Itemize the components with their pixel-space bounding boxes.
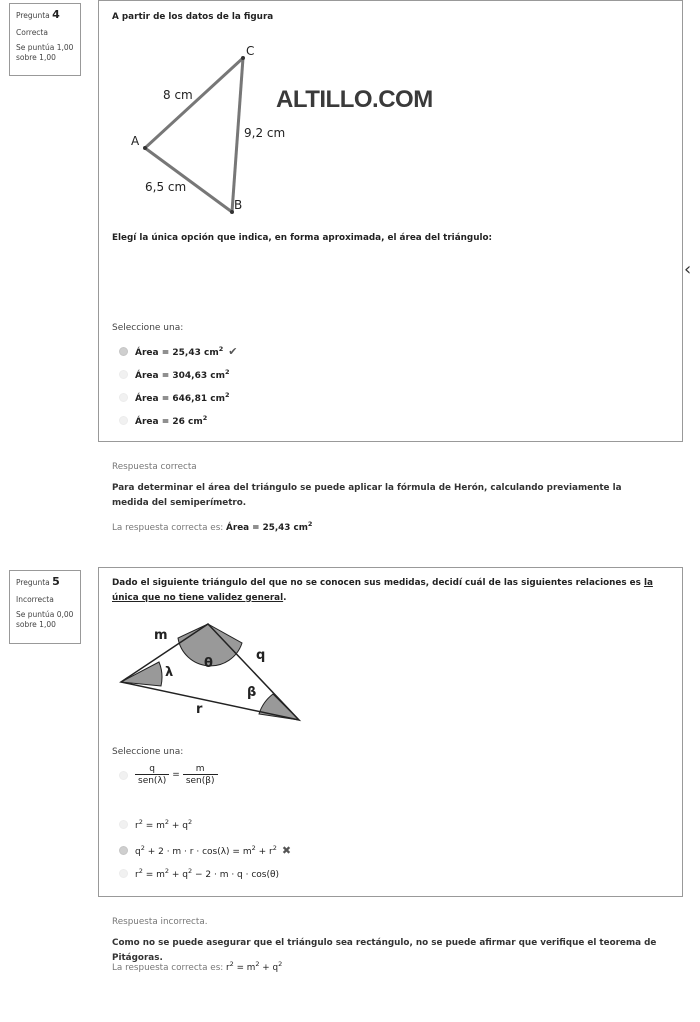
- question-number: [16, 8, 80, 23]
- side-label-cb: 9,2 cm: [244, 126, 286, 140]
- question-prompt: Elegí la única opción que indica, en forma aproximada, el área del triángulo:: [112, 233, 493, 243]
- question-grade: Se puntúa 0,00 sobre 1,00: [16, 609, 74, 630]
- question-label: Pregunta: [16, 578, 50, 587]
- angle-label-theta: θ: [204, 656, 213, 671]
- side-label-q: q: [256, 648, 266, 663]
- radio-button[interactable]: [119, 393, 128, 402]
- answer-option-2[interactable]: [119, 818, 192, 831]
- answer-option-4[interactable]: [119, 414, 207, 427]
- feedback-status: Respuesta incorrecta.: [112, 917, 208, 927]
- triangle-angles-figure: [115, 618, 305, 728]
- angle-label-lambda: λ: [165, 665, 174, 680]
- equals-sign: =: [172, 770, 180, 780]
- chevron-left-icon[interactable]: ‹: [684, 259, 692, 280]
- question-5-info: [9, 570, 81, 644]
- answer-option-text: $r^2 = m^2 + q^2$: [135, 818, 193, 831]
- question-state: Incorrecta: [16, 594, 54, 604]
- correct-answer: La respuesta correcta es: Área = 25,43 $cm^2$: [112, 520, 313, 533]
- answer-option-3[interactable]: [119, 391, 230, 404]
- question-prompt: Dado el siguiente triángulo del que no se conocen sus medidas, decidí cuál de las siguientes relaciones es la única que no tiene validez general.: [112, 578, 653, 603]
- answer-option-text: Área = 26 $cm^2$: [135, 414, 208, 427]
- radio-button[interactable]: [119, 869, 128, 878]
- answer-option-1[interactable]: [119, 345, 237, 358]
- check-icon: ✔: [228, 345, 238, 358]
- feedback-status: Respuesta correcta: [112, 462, 197, 472]
- question-number-value: 5: [52, 575, 60, 588]
- radio-button[interactable]: [119, 820, 128, 829]
- radio-button[interactable]: [119, 347, 128, 356]
- correct-answer: La respuesta correcta es: $r^2 = m^2 + q^2$: [112, 960, 283, 973]
- vertex-label-b: B: [234, 198, 243, 212]
- answer-option-text: Área = 304,63 $cm^2$: [135, 368, 230, 381]
- answer-option-2[interactable]: [119, 368, 230, 381]
- answer-option-text: $q^2 + 2 \cdot m \cdot r \cdot \cos(\lambda) = m^2 + r^2$: [135, 844, 277, 857]
- question-5-box: [98, 567, 683, 897]
- side-label-r: r: [196, 702, 203, 717]
- cross-icon: ✖: [281, 844, 292, 857]
- select-label: Seleccione una:: [112, 747, 184, 757]
- question-4-box: [98, 0, 683, 442]
- answer-option-text: $r^2 = m^2 + q^2 - 2 \cdot m \cdot q \cdot \cos(\theta)$: [135, 867, 280, 880]
- answer-option-3[interactable]: [119, 844, 291, 857]
- radio-button[interactable]: [119, 370, 128, 379]
- side-label-ab: 6,5 cm: [145, 180, 187, 194]
- question-label: Pregunta: [16, 11, 50, 20]
- select-label: Seleccione una:: [112, 323, 184, 333]
- radio-button[interactable]: [119, 771, 128, 780]
- answer-option-text: Área = 646,81 $cm^2$: [135, 391, 230, 404]
- feedback-explanation: Para determinar el área del triángulo se puede aplicar la fórmula de Herón, calculando previamente la medida del semiperímetro.: [112, 483, 622, 508]
- question-4-info: [9, 3, 81, 76]
- answer-option-text: Área = 25,43 $cm^2$: [135, 345, 224, 358]
- vertex-label-a: A: [131, 134, 140, 148]
- question-state: Correcta: [16, 27, 48, 37]
- answer-option-1[interactable]: [119, 764, 218, 786]
- side-label-ac: 8 cm: [163, 88, 193, 102]
- question-number-value: 4: [52, 8, 60, 21]
- question-number: [16, 575, 80, 590]
- vertex-label-c: C: [246, 44, 255, 58]
- angle-label-beta: β: [247, 685, 257, 700]
- question-intro: A partir de los datos de la figura: [112, 12, 274, 22]
- radio-button[interactable]: [119, 416, 128, 425]
- fraction-left: $\frac{q}{\text{sen(λ)}}$: [135, 764, 169, 786]
- feedback-explanation: Como no se puede asegurar que el triángulo sea rectángulo, no se puede afirmar que verifique el teorema de Pitágoras.: [112, 938, 657, 963]
- fraction-right: $\frac{m}{\text{sen(β)}}$: [183, 764, 218, 786]
- watermark-logo: ALTILLO.COM: [276, 86, 433, 113]
- question-grade: Se puntúa 1,00 sobre 1,00: [16, 42, 74, 63]
- side-label-m: m: [154, 628, 168, 643]
- radio-button[interactable]: [119, 846, 128, 855]
- answer-option-4[interactable]: [119, 867, 279, 880]
